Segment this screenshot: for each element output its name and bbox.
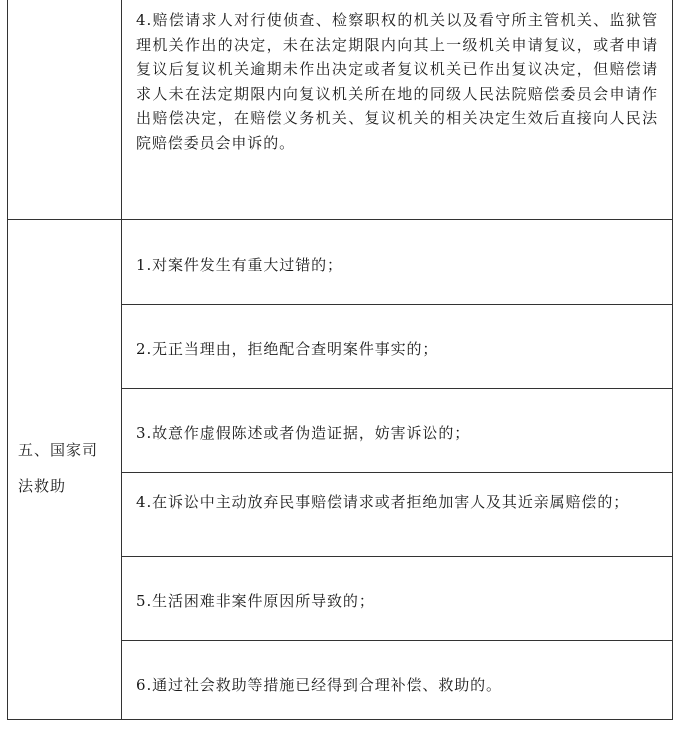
row-divider [121, 556, 672, 557]
category-label [18, 438, 113, 498]
row-divider [121, 472, 672, 473]
row-divider [121, 304, 672, 305]
section-divider [8, 219, 672, 220]
list-item-1: 1.对案件发生有重大过错的； [136, 256, 343, 274]
column-divider [121, 0, 122, 719]
list-item-6: 6.通过社会救助等措施已经得到合理补偿、救助的。 [136, 676, 502, 694]
row-divider [121, 640, 672, 641]
category-label-line1: 五、国家司 [18, 441, 99, 459]
list-item-4: 4.在诉讼中主动放弃民事赔偿请求或者拒绝加害人及其近亲属赔偿的； [136, 493, 630, 511]
document-table [7, 0, 673, 720]
row-divider [121, 388, 672, 389]
top-row-text: 4.赔偿请求人对行使侦查、检察职权的机关以及看守所主管机关、监狱管理机关作出的决定，未在法定期限内向其上一级机关申请复议，或者申请复议后复议机关逾期未作出决定或者复议机关已作出复议决定，但赔偿请求人未在法定期限内向复议机关所在地的同级人民法院赔偿委员会申请作出赔偿决定，在赔偿义务机关、复议机关的相关决定生效后直接向人民法院赔偿委员会申诉的。 [136, 11, 658, 152]
list-item-2: 2.无正当理由，拒绝配合查明案件事实的； [136, 340, 439, 358]
list-item-3: 3.故意作虚假陈述或者伪造证据，妨害诉讼的； [136, 424, 471, 442]
category-label-line2: 法救助 [18, 477, 67, 495]
list-item-5: 5.生活困难非案件原因所导致的； [136, 592, 375, 610]
